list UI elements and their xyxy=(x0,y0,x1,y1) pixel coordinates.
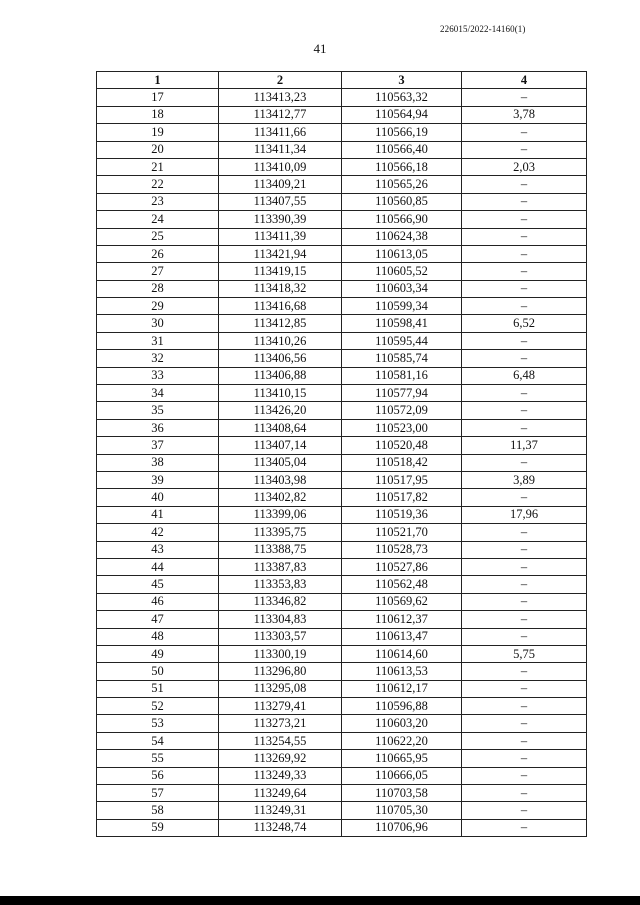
table-cell-col-4: – xyxy=(462,698,587,715)
scan-edge-bar xyxy=(0,896,640,905)
table-row xyxy=(97,245,587,262)
table-cell-col-2: 113387,83 xyxy=(219,558,342,575)
table-cell-col-1: 29 xyxy=(97,298,219,315)
table-cell-col-1: 20 xyxy=(97,141,219,158)
table-row xyxy=(97,402,587,419)
table-cell-col-3: 110519,36 xyxy=(342,506,462,523)
table-cell-col-2: 113411,66 xyxy=(219,124,342,141)
table-cell-col-1: 53 xyxy=(97,715,219,732)
table-cell-col-3: 110703,58 xyxy=(342,785,462,802)
table-row xyxy=(97,715,587,732)
table-cell-col-1: 52 xyxy=(97,698,219,715)
table-cell-col-1: 46 xyxy=(97,593,219,610)
table-cell-col-1: 49 xyxy=(97,645,219,662)
table-cell-col-3: 110603,20 xyxy=(342,715,462,732)
table-cell-col-2: 113411,39 xyxy=(219,228,342,245)
table-cell-col-2: 113419,15 xyxy=(219,263,342,280)
table-cell-col-3: 110577,94 xyxy=(342,385,462,402)
table-cell-col-1: 25 xyxy=(97,228,219,245)
table-cell-col-2: 113406,56 xyxy=(219,350,342,367)
table-cell-col-1: 39 xyxy=(97,471,219,488)
table-cell-col-2: 113279,41 xyxy=(219,698,342,715)
table-cell-col-4: – xyxy=(462,767,587,784)
table-cell-col-1: 35 xyxy=(97,402,219,419)
table-row xyxy=(97,419,587,436)
document-id: 226015/2022-14160(1) xyxy=(440,24,526,34)
table-row xyxy=(97,767,587,784)
table-cell-col-4: – xyxy=(462,732,587,749)
table-cell-col-3: 110560,85 xyxy=(342,193,462,210)
table-cell-col-1: 57 xyxy=(97,785,219,802)
table-cell-col-4: – xyxy=(462,298,587,315)
table-cell-col-3: 110612,37 xyxy=(342,611,462,628)
table-cell-col-4: – xyxy=(462,454,587,471)
table-cell-col-4: – xyxy=(462,141,587,158)
table-row xyxy=(97,471,587,488)
table-cell-col-2: 113412,77 xyxy=(219,106,342,123)
table-cell-col-1: 37 xyxy=(97,437,219,454)
table-cell-col-1: 32 xyxy=(97,350,219,367)
table-cell-col-3: 110564,94 xyxy=(342,106,462,123)
table-row xyxy=(97,158,587,175)
table-cell-col-4: – xyxy=(462,785,587,802)
table-cell-col-3: 110527,86 xyxy=(342,558,462,575)
table-cell-col-2: 113407,55 xyxy=(219,193,342,210)
table-cell-col-3: 110521,70 xyxy=(342,524,462,541)
table-cell-col-4: – xyxy=(462,715,587,732)
table-cell-col-3: 110706,96 xyxy=(342,819,462,836)
coordinates-table xyxy=(96,71,587,837)
table-row xyxy=(97,785,587,802)
table-cell-col-3: 110581,16 xyxy=(342,367,462,384)
table-cell-col-2: 113346,82 xyxy=(219,593,342,610)
table-cell-col-3: 110566,40 xyxy=(342,141,462,158)
table-cell-col-1: 51 xyxy=(97,680,219,697)
table-cell-col-2: 113418,32 xyxy=(219,280,342,297)
table-row xyxy=(97,663,587,680)
table-cell-col-2: 113412,85 xyxy=(219,315,342,332)
table-cell-col-1: 30 xyxy=(97,315,219,332)
table-cell-col-2: 113254,55 xyxy=(219,732,342,749)
table-cell-col-1: 36 xyxy=(97,419,219,436)
table-cell-col-3: 110598,41 xyxy=(342,315,462,332)
table-cell-col-3: 110603,34 xyxy=(342,280,462,297)
table-cell-col-4: – xyxy=(462,819,587,836)
table-row xyxy=(97,332,587,349)
table-cell-col-1: 18 xyxy=(97,106,219,123)
table-cell-col-4: – xyxy=(462,524,587,541)
table-row xyxy=(97,558,587,575)
table-cell-col-4: – xyxy=(462,576,587,593)
table-row xyxy=(97,280,587,297)
table-cell-col-2: 113249,33 xyxy=(219,767,342,784)
column-header-4: 4 xyxy=(462,72,587,89)
table-row xyxy=(97,628,587,645)
table-cell-col-2: 113421,94 xyxy=(219,245,342,262)
table-cell-col-3: 110613,47 xyxy=(342,628,462,645)
table-cell-col-2: 113353,83 xyxy=(219,576,342,593)
table-row xyxy=(97,819,587,836)
table-cell-col-2: 113408,64 xyxy=(219,419,342,436)
table-cell-col-2: 113295,08 xyxy=(219,680,342,697)
table-cell-col-1: 56 xyxy=(97,767,219,784)
table-cell-col-3: 110613,05 xyxy=(342,245,462,262)
table-row xyxy=(97,141,587,158)
table-cell-col-2: 113409,21 xyxy=(219,176,342,193)
table-cell-col-2: 113416,68 xyxy=(219,298,342,315)
table-cell-col-1: 33 xyxy=(97,367,219,384)
table-cell-col-2: 113304,83 xyxy=(219,611,342,628)
table-cell-col-2: 113426,20 xyxy=(219,402,342,419)
table-cell-col-4: – xyxy=(462,124,587,141)
table-cell-col-3: 110613,53 xyxy=(342,663,462,680)
table-cell-col-1: 26 xyxy=(97,245,219,262)
table-cell-col-3: 110518,42 xyxy=(342,454,462,471)
page-number: 41 xyxy=(313,41,327,56)
table-cell-col-1: 38 xyxy=(97,454,219,471)
table-cell-col-4: – xyxy=(462,402,587,419)
table-row xyxy=(97,89,587,106)
table-header-row xyxy=(97,72,587,89)
table-cell-col-3: 110517,95 xyxy=(342,471,462,488)
table-row xyxy=(97,541,587,558)
table-row xyxy=(97,315,587,332)
table-row xyxy=(97,211,587,228)
table-cell-col-3: 110520,48 xyxy=(342,437,462,454)
table-cell-col-2: 113303,57 xyxy=(219,628,342,645)
table-cell-col-3: 110665,95 xyxy=(342,750,462,767)
table-cell-col-1: 47 xyxy=(97,611,219,628)
table-cell-col-3: 110705,30 xyxy=(342,802,462,819)
table-cell-col-4: – xyxy=(462,280,587,297)
table-cell-col-2: 113249,64 xyxy=(219,785,342,802)
table-cell-col-3: 110585,74 xyxy=(342,350,462,367)
table-cell-col-4: – xyxy=(462,245,587,262)
table-cell-col-2: 113399,06 xyxy=(219,506,342,523)
table-cell-col-3: 110666,05 xyxy=(342,767,462,784)
table-row xyxy=(97,106,587,123)
table-cell-col-3: 110622,20 xyxy=(342,732,462,749)
table-cell-col-3: 110566,90 xyxy=(342,211,462,228)
table-cell-col-4: – xyxy=(462,750,587,767)
table-cell-col-3: 110614,60 xyxy=(342,645,462,662)
table-row xyxy=(97,750,587,767)
table-cell-col-2: 113410,26 xyxy=(219,332,342,349)
table-cell-col-2: 113407,14 xyxy=(219,437,342,454)
table-cell-col-1: 21 xyxy=(97,158,219,175)
table-cell-col-2: 113388,75 xyxy=(219,541,342,558)
table-cell-col-2: 113390,39 xyxy=(219,211,342,228)
table-cell-col-4: 17,96 xyxy=(462,506,587,523)
table-cell-col-2: 113249,31 xyxy=(219,802,342,819)
column-header-1: 1 xyxy=(97,72,219,89)
table-cell-col-1: 34 xyxy=(97,385,219,402)
table-cell-col-1: 27 xyxy=(97,263,219,280)
table-cell-col-4: – xyxy=(462,332,587,349)
table-cell-col-3: 110523,00 xyxy=(342,419,462,436)
table-cell-col-4: – xyxy=(462,385,587,402)
table-row xyxy=(97,611,587,628)
table-cell-col-4: – xyxy=(462,211,587,228)
table-cell-col-4: 5,75 xyxy=(462,645,587,662)
table-cell-col-1: 28 xyxy=(97,280,219,297)
table-row xyxy=(97,732,587,749)
table-cell-col-4: – xyxy=(462,193,587,210)
table-cell-col-4: – xyxy=(462,350,587,367)
table-cell-col-1: 22 xyxy=(97,176,219,193)
table-row xyxy=(97,524,587,541)
table-cell-col-4: 3,78 xyxy=(462,106,587,123)
table-cell-col-4: – xyxy=(462,489,587,506)
table-row xyxy=(97,489,587,506)
table-cell-col-2: 113395,75 xyxy=(219,524,342,541)
table-row xyxy=(97,698,587,715)
table-cell-col-1: 23 xyxy=(97,193,219,210)
table-row xyxy=(97,437,587,454)
table-cell-col-4: – xyxy=(462,176,587,193)
table-cell-col-4: 11,37 xyxy=(462,437,587,454)
table-cell-col-3: 110517,82 xyxy=(342,489,462,506)
table-cell-col-3: 110605,52 xyxy=(342,263,462,280)
table-cell-col-3: 110572,09 xyxy=(342,402,462,419)
table-cell-col-1: 54 xyxy=(97,732,219,749)
table-cell-col-1: 31 xyxy=(97,332,219,349)
table-cell-col-1: 17 xyxy=(97,89,219,106)
table-cell-col-1: 19 xyxy=(97,124,219,141)
table-row xyxy=(97,576,587,593)
table-body xyxy=(97,89,587,837)
table-cell-col-3: 110563,32 xyxy=(342,89,462,106)
table-cell-col-1: 45 xyxy=(97,576,219,593)
table-cell-col-4: 6,48 xyxy=(462,367,587,384)
table-row xyxy=(97,385,587,402)
table-cell-col-3: 110565,26 xyxy=(342,176,462,193)
table-cell-col-1: 44 xyxy=(97,558,219,575)
table-row xyxy=(97,193,587,210)
table-cell-col-3: 110566,19 xyxy=(342,124,462,141)
table-cell-col-4: – xyxy=(462,680,587,697)
table-cell-col-1: 24 xyxy=(97,211,219,228)
table-row xyxy=(97,263,587,280)
table-cell-col-1: 50 xyxy=(97,663,219,680)
table-cell-col-1: 59 xyxy=(97,819,219,836)
table-cell-col-4: – xyxy=(462,593,587,610)
table-cell-col-2: 113411,34 xyxy=(219,141,342,158)
table-row xyxy=(97,645,587,662)
table-cell-col-2: 113413,23 xyxy=(219,89,342,106)
table-cell-col-1: 43 xyxy=(97,541,219,558)
table-cell-col-3: 110624,38 xyxy=(342,228,462,245)
table-cell-col-4: 2,03 xyxy=(462,158,587,175)
table-cell-col-4: – xyxy=(462,419,587,436)
table-cell-col-3: 110612,17 xyxy=(342,680,462,697)
table-cell-col-2: 113248,74 xyxy=(219,819,342,836)
table-cell-col-3: 110596,88 xyxy=(342,698,462,715)
table-cell-col-4: – xyxy=(462,628,587,645)
table-cell-col-4: – xyxy=(462,802,587,819)
table-cell-col-2: 113296,80 xyxy=(219,663,342,680)
table-cell-col-2: 113405,04 xyxy=(219,454,342,471)
table-row xyxy=(97,367,587,384)
table-cell-col-4: 3,89 xyxy=(462,471,587,488)
table-cell-col-2: 113403,98 xyxy=(219,471,342,488)
table-row xyxy=(97,802,587,819)
table-row xyxy=(97,454,587,471)
table-cell-col-2: 113300,19 xyxy=(219,645,342,662)
table-cell-col-2: 113269,92 xyxy=(219,750,342,767)
table-cell-col-3: 110566,18 xyxy=(342,158,462,175)
table-cell-col-3: 110569,62 xyxy=(342,593,462,610)
table-row xyxy=(97,176,587,193)
table-row xyxy=(97,593,587,610)
table-cell-col-1: 55 xyxy=(97,750,219,767)
table-cell-col-1: 58 xyxy=(97,802,219,819)
table-cell-col-2: 113410,09 xyxy=(219,158,342,175)
table-cell-col-3: 110562,48 xyxy=(342,576,462,593)
table-cell-col-4: – xyxy=(462,263,587,280)
table-row xyxy=(97,228,587,245)
table-cell-col-2: 113273,21 xyxy=(219,715,342,732)
table-cell-col-3: 110599,34 xyxy=(342,298,462,315)
table-cell-col-1: 40 xyxy=(97,489,219,506)
column-header-2: 2 xyxy=(219,72,342,89)
table-cell-col-1: 48 xyxy=(97,628,219,645)
table-row xyxy=(97,350,587,367)
table-cell-col-4: 6,52 xyxy=(462,315,587,332)
table-row xyxy=(97,298,587,315)
table-cell-col-1: 41 xyxy=(97,506,219,523)
table-row xyxy=(97,680,587,697)
table-cell-col-2: 113406,88 xyxy=(219,367,342,384)
table-cell-col-2: 113402,82 xyxy=(219,489,342,506)
table-cell-col-4: – xyxy=(462,228,587,245)
table-cell-col-1: 42 xyxy=(97,524,219,541)
table-cell-col-3: 110528,73 xyxy=(342,541,462,558)
table-cell-col-4: – xyxy=(462,541,587,558)
table-cell-col-3: 110595,44 xyxy=(342,332,462,349)
table-cell-col-4: – xyxy=(462,663,587,680)
table-cell-col-4: – xyxy=(462,89,587,106)
column-header-3: 3 xyxy=(342,72,462,89)
table-cell-col-2: 113410,15 xyxy=(219,385,342,402)
table-row xyxy=(97,506,587,523)
table-cell-col-4: – xyxy=(462,558,587,575)
table-row xyxy=(97,124,587,141)
table-cell-col-4: – xyxy=(462,611,587,628)
